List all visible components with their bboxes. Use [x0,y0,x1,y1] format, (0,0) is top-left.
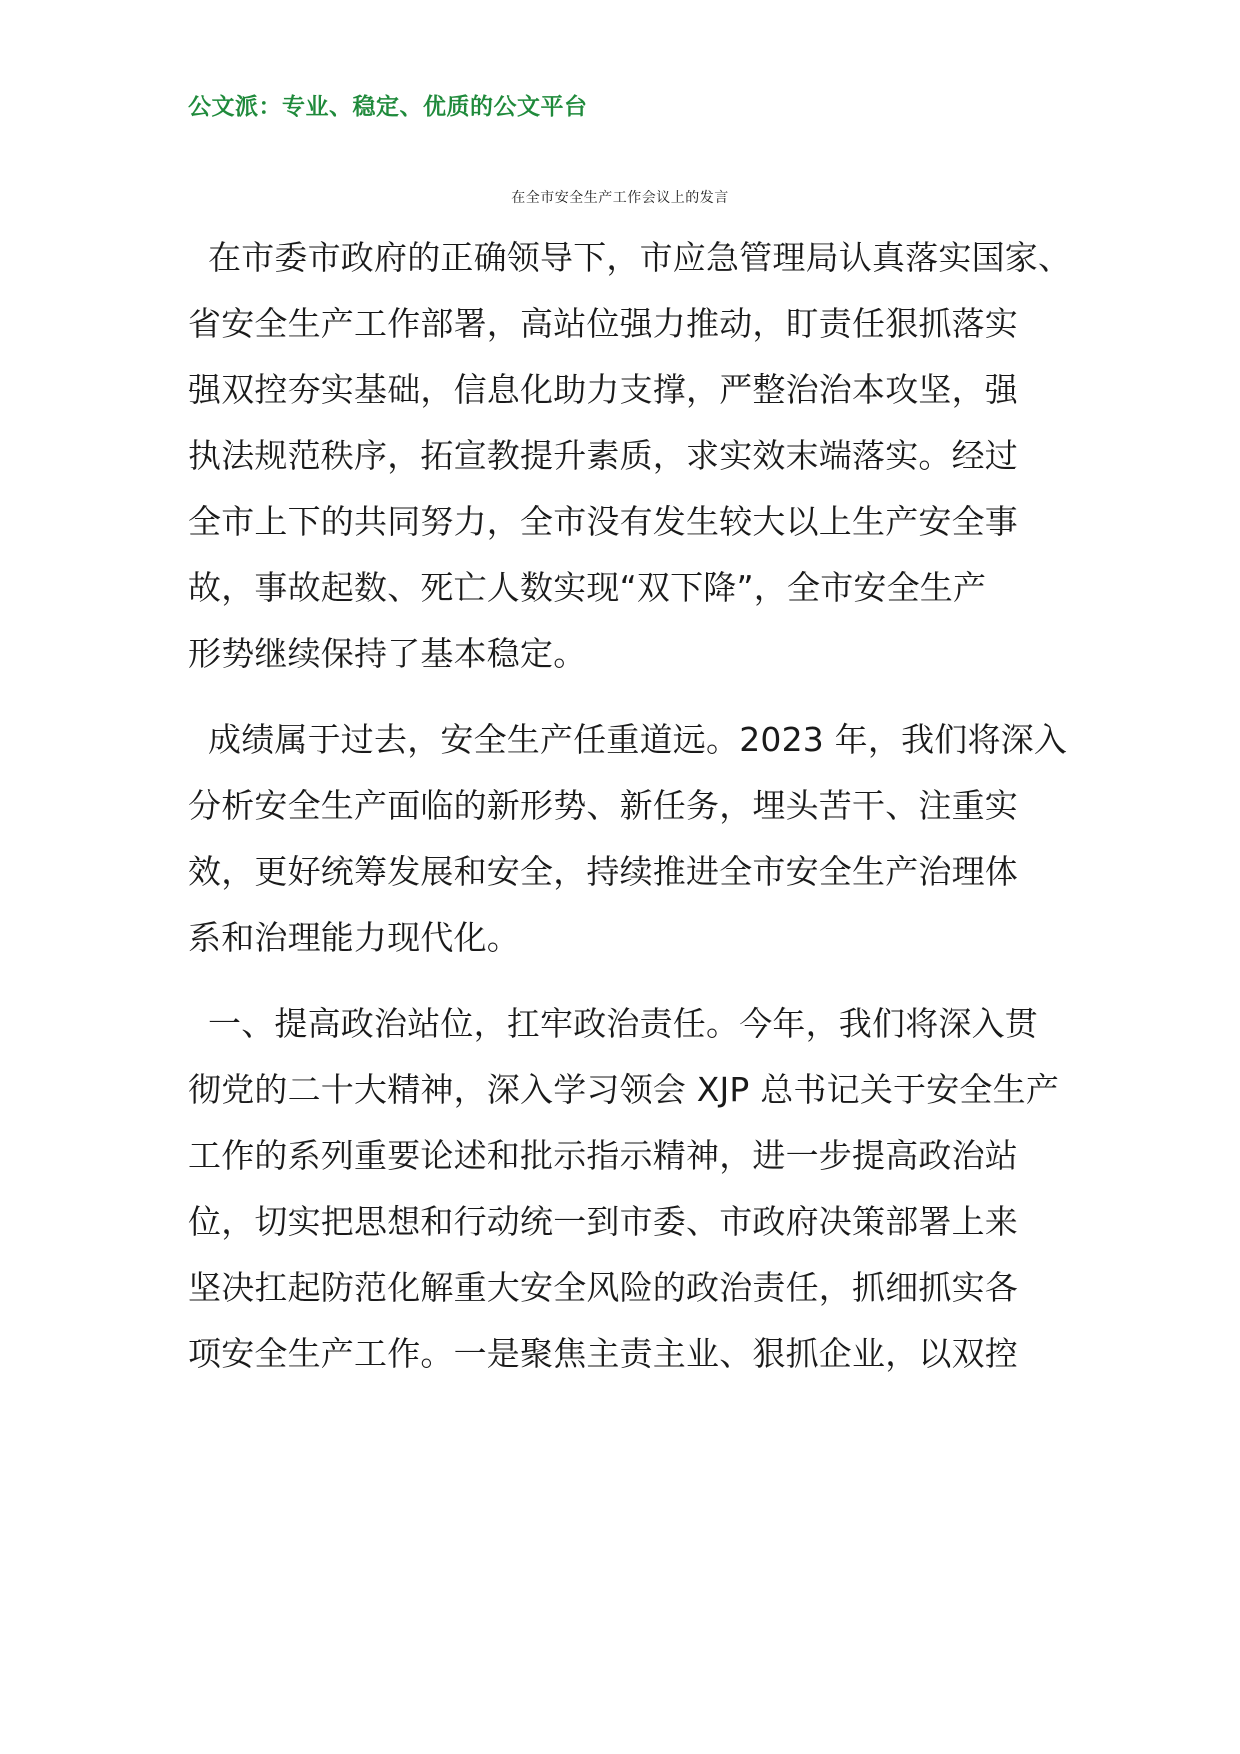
paragraph-1-line-7: 形势继续保持了基本稳定。 [188,634,587,673]
paragraph-1-line-2: 省安全生产工作部署，高站位强力推动，盯责任狠抓落实 [188,304,1018,343]
paragraph-2-line-4: 系和治理能力现代化。 [188,918,520,957]
paragraph-3-line-3: 工作的系列重要论述和批示指示精神，进一步提高政治站 [188,1136,1018,1175]
paragraph-1-line-5: 全市上下的共同努力，全市没有发生较大以上生产安全事 [188,502,1018,541]
paragraph-3-line-5: 坚决扛起防范化解重大安全风险的政治责任，抓细抓实各 [188,1268,1018,1307]
paragraph-2-line-1: 成绩属于过去，安全生产任重道远。2023 年，我们将深入 [208,720,1068,759]
brand-header: 公文派：专业、稳定、优质的公文平台 [188,93,588,120]
paragraph-3-line-1: 一、提高政治站位，扛牢政治责任。今年，我们将深入贯 [208,1004,1038,1043]
paragraph-2-line-2: 分析安全生产面临的新形势、新任务，埋头苦干、注重实 [188,786,1018,825]
paragraph-2-line-3: 效，更好统筹发展和安全，持续推进全市安全生产治理体 [188,852,1018,891]
paragraph-1-line-3: 强双控夯实基础，信息化助力支撑，严整治治本攻坚，强 [188,370,1018,409]
paragraph-1-line-6: 故，事故起数、死亡人数实现“双下降”，全市安全生产 [188,568,987,607]
paragraph-1-line-4: 执法规范秩序，拓宣教提升素质，求实效末端落实。经过 [188,436,1018,475]
document-title: 在全市安全生产工作会议上的发言 [511,190,729,206]
paragraph-1-line-1: 在市委市政府的正确领导下，市应急管理局认真落实国家、 [208,238,1072,277]
paragraph-3-line-4: 位，切实把思想和行动统一到市委、市政府决策部署上来 [188,1202,1018,1241]
paragraph-3-line-2: 彻党的二十大精神，深入学习领会 XJP 总书记关于安全生产 [188,1070,1060,1109]
paragraph-3-line-6: 项安全生产工作。一是聚焦主责主业、狠抓企业，以双控 [188,1334,1018,1373]
